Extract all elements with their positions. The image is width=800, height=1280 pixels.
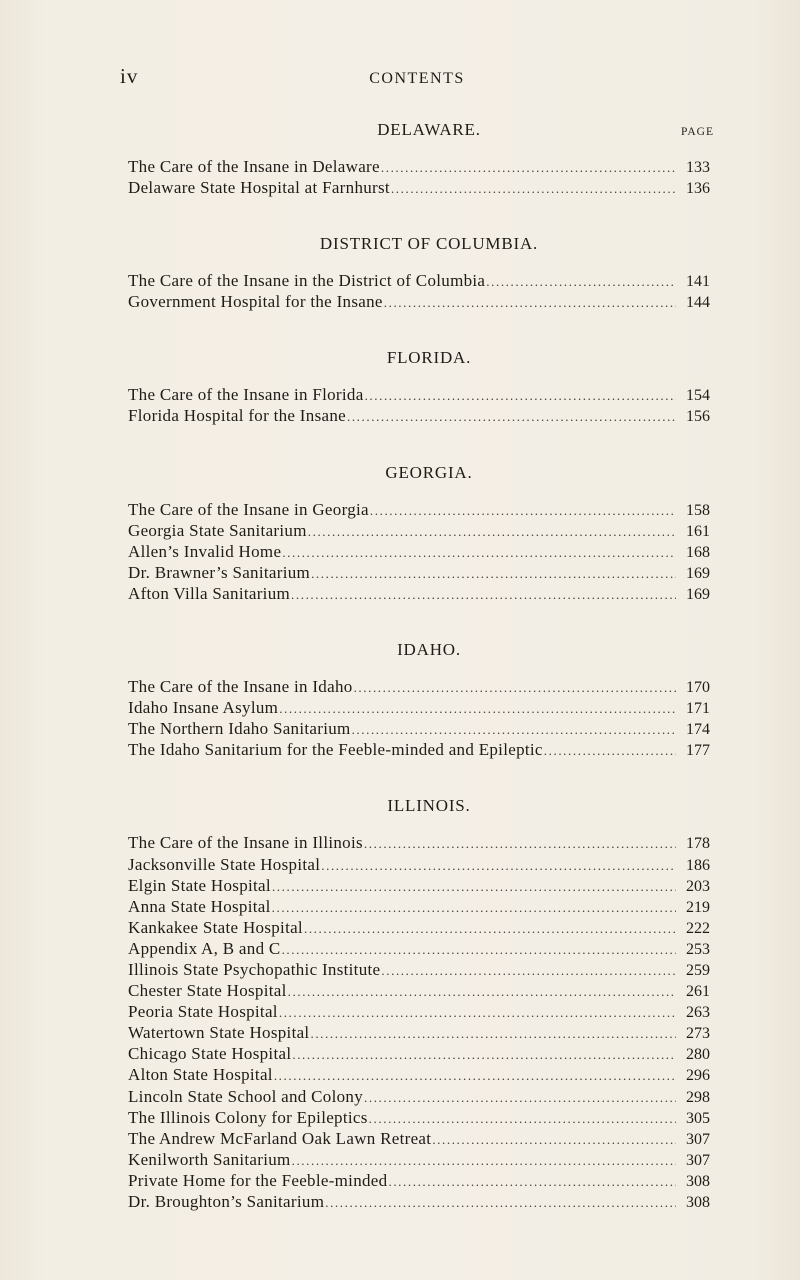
dot-leader xyxy=(291,1153,676,1169)
entry-title: Georgia State Sanitarium xyxy=(128,520,307,540)
entry-page-number: 305 xyxy=(686,1109,710,1127)
entry-page-number: 222 xyxy=(686,919,710,937)
entry-title: Lincoln State School and Colony xyxy=(128,1086,363,1106)
toc-entry xyxy=(128,542,710,563)
entry-page-number: 174 xyxy=(686,721,710,739)
entry-title: Government Hospital for the Insane xyxy=(128,292,383,312)
entry-page-number: 154 xyxy=(686,387,710,405)
dot-leader xyxy=(310,566,676,582)
entry-title: Idaho Insane Asylum xyxy=(128,698,279,718)
toc-section xyxy=(128,463,710,605)
entry-title: The Care of the Insane in the District of Columbia xyxy=(128,271,486,291)
section-heading xyxy=(148,463,710,489)
section-heading-text: DELAWARE. xyxy=(377,120,481,139)
entry-title: The Care of the Insane in Delaware xyxy=(128,157,380,176)
dot-leader xyxy=(368,1111,676,1127)
toc-entry xyxy=(128,292,710,313)
entry-page-number: 178 xyxy=(686,835,710,853)
toc-entry xyxy=(128,1150,710,1171)
entry-title: Peoria State Hospital xyxy=(128,1002,278,1022)
table-of-contents xyxy=(128,120,714,1213)
entry-page-number: 171 xyxy=(686,700,710,718)
entry-page-number: 308 xyxy=(686,1194,710,1211)
entry-title: The Care of the Insane in Florida xyxy=(128,385,364,405)
entry-title: Delaware State Hospital at Farnhurst xyxy=(128,178,390,198)
dot-leader xyxy=(278,1005,676,1021)
entry-title: Kenilworth Sanitarium xyxy=(128,1149,291,1169)
toc-entry xyxy=(128,584,710,605)
toc-entry xyxy=(128,157,710,178)
toc-section xyxy=(128,796,710,1213)
section-heading-text: GEORGIA. xyxy=(385,462,473,482)
running-title: CONTENTS xyxy=(369,70,465,87)
dot-leader xyxy=(309,1026,676,1042)
dot-leader xyxy=(271,879,676,895)
section-heading xyxy=(148,796,710,822)
entry-title: The Care of the Insane in Georgia xyxy=(128,499,369,519)
entry-title: The Idaho Sanitarium for the Feeble-minded and Epileptic xyxy=(128,740,543,760)
entry-title: Appendix A, B and C xyxy=(128,938,281,958)
dot-leader xyxy=(278,701,676,717)
entry-page-number: 307 xyxy=(686,1130,710,1148)
toc-entry xyxy=(128,1087,710,1108)
entry-page-number: 161 xyxy=(686,522,710,540)
toc-entry xyxy=(128,1108,710,1129)
dot-leader xyxy=(364,388,676,404)
entry-title: Florida Hospital for the Insane xyxy=(128,406,346,426)
entry-title: The Illinois Colony for Epileptics xyxy=(128,1107,368,1127)
toc-entry xyxy=(128,521,710,542)
entry-title: Watertown State Hospital xyxy=(128,1023,310,1043)
entry-title: Allen’s Invalid Home xyxy=(128,541,282,561)
toc-entry xyxy=(128,1171,710,1192)
toc-entry xyxy=(128,563,710,584)
entry-page-number: 133 xyxy=(686,159,710,176)
entry-page-number: 144 xyxy=(686,294,710,312)
entry-page-number: 253 xyxy=(686,940,710,958)
entry-page-number: 168 xyxy=(686,543,710,561)
entry-page-number: 280 xyxy=(686,1046,710,1064)
entry-page-number: 169 xyxy=(686,585,710,603)
section-heading xyxy=(148,640,710,666)
entry-page-number: 307 xyxy=(686,1151,710,1169)
entry-title: Illinois State Psychopathic Institute xyxy=(128,959,381,979)
dot-leader xyxy=(363,1090,676,1106)
dot-leader xyxy=(303,921,676,937)
page-number: iv xyxy=(120,64,139,88)
entry-page-number: 169 xyxy=(686,564,710,582)
entry-page-number: 259 xyxy=(686,961,710,979)
dot-leader xyxy=(281,942,676,958)
page-column-label: PAGE xyxy=(681,126,714,138)
entry-page-number: 158 xyxy=(686,501,710,519)
dot-leader xyxy=(383,295,676,311)
page-header xyxy=(120,64,720,94)
entry-title: Alton State Hospital xyxy=(128,1065,273,1085)
entry-title: Afton Villa Sanitarium xyxy=(128,583,291,603)
toc-entry xyxy=(128,740,710,761)
dot-leader xyxy=(387,1174,676,1190)
section-heading xyxy=(148,120,714,146)
dot-leader xyxy=(271,900,676,916)
dot-leader xyxy=(380,160,676,176)
toc-entry xyxy=(128,1129,710,1150)
entry-page-number: 177 xyxy=(686,742,710,760)
toc-entry xyxy=(128,876,710,897)
section-heading-text: ILLINOIS. xyxy=(387,796,471,816)
toc-entry xyxy=(128,939,710,960)
toc-section xyxy=(128,348,710,427)
dot-leader xyxy=(363,836,676,852)
entry-page-number: 296 xyxy=(686,1067,710,1085)
entry-title: Kankakee State Hospital xyxy=(128,917,303,937)
entry-title: Chester State Hospital xyxy=(128,981,287,1001)
toc-entry xyxy=(128,1192,710,1213)
toc-section xyxy=(128,120,714,199)
toc-entry xyxy=(128,677,710,698)
section-heading-text: FLORIDA. xyxy=(386,348,472,368)
toc-entry xyxy=(128,500,710,521)
entry-page-number: 136 xyxy=(686,180,710,198)
section-heading-text: DISTRICT OF COLUMBIA. xyxy=(319,234,539,254)
toc-entry xyxy=(128,698,710,719)
entry-page-number: 141 xyxy=(686,273,710,291)
entry-title: The Andrew McFarland Oak Lawn Retreat xyxy=(128,1128,432,1148)
entry-title: Private Home for the Feeble-minded xyxy=(128,1170,388,1190)
toc-section xyxy=(128,234,710,313)
dot-leader xyxy=(346,409,676,425)
toc-entry xyxy=(128,960,710,981)
entry-page-number: 219 xyxy=(686,898,710,916)
entry-page-number: 203 xyxy=(686,877,710,895)
toc-section xyxy=(128,640,710,761)
toc-entry xyxy=(128,1044,710,1065)
toc-entry xyxy=(128,1023,710,1044)
entry-title: Chicago State Hospital xyxy=(128,1044,292,1064)
dot-leader xyxy=(369,503,676,519)
toc-entry xyxy=(128,271,710,292)
toc-entry xyxy=(128,1002,710,1023)
dot-leader xyxy=(287,984,676,1000)
toc-entry xyxy=(128,178,710,199)
dot-leader xyxy=(324,1195,676,1211)
dot-leader xyxy=(351,722,676,738)
entry-page-number: 298 xyxy=(686,1088,710,1106)
entry-title: Dr. Brawner’s Sanitarium xyxy=(128,562,311,582)
dot-leader xyxy=(281,545,676,561)
dot-leader xyxy=(307,524,676,540)
entry-page-number: 170 xyxy=(686,679,710,697)
dot-leader xyxy=(431,1132,676,1148)
entry-title: The Care of the Insane in Illinois xyxy=(128,833,363,853)
entry-page-number: 263 xyxy=(686,1004,710,1022)
dot-leader xyxy=(291,1047,676,1063)
toc-entry xyxy=(128,855,710,876)
entry-title: Dr. Broughton’s Sanitarium xyxy=(128,1192,325,1211)
dot-leader xyxy=(320,858,676,874)
entry-page-number: 273 xyxy=(686,1025,710,1043)
dot-leader xyxy=(543,743,676,759)
entry-title: The Northern Idaho Sanitarium xyxy=(128,719,351,739)
toc-entry xyxy=(128,385,710,406)
toc-entry xyxy=(128,981,710,1002)
dot-leader xyxy=(390,181,676,197)
entry-page-number: 186 xyxy=(686,856,710,874)
toc-entry xyxy=(128,406,710,427)
section-heading xyxy=(148,348,710,374)
toc-entry xyxy=(128,1065,710,1086)
entry-page-number: 156 xyxy=(686,408,710,426)
dot-leader xyxy=(290,587,676,603)
toc-entry xyxy=(128,897,710,918)
section-heading xyxy=(148,234,710,260)
entry-page-number: 308 xyxy=(686,1172,710,1190)
section-heading-text: IDAHO. xyxy=(397,640,461,660)
dot-leader xyxy=(380,963,676,979)
entry-title: The Care of the Insane in Idaho xyxy=(128,677,353,697)
entry-title: Anna State Hospital xyxy=(128,896,271,916)
dot-leader xyxy=(485,274,676,290)
dot-leader xyxy=(273,1068,676,1084)
entry-title: Jacksonville State Hospital xyxy=(128,854,321,874)
entry-page-number: 261 xyxy=(686,983,710,1001)
dot-leader xyxy=(353,680,676,696)
toc-entry xyxy=(128,833,710,854)
toc-entry xyxy=(128,918,710,939)
toc-entry xyxy=(128,719,710,740)
entry-title: Elgin State Hospital xyxy=(128,875,271,895)
